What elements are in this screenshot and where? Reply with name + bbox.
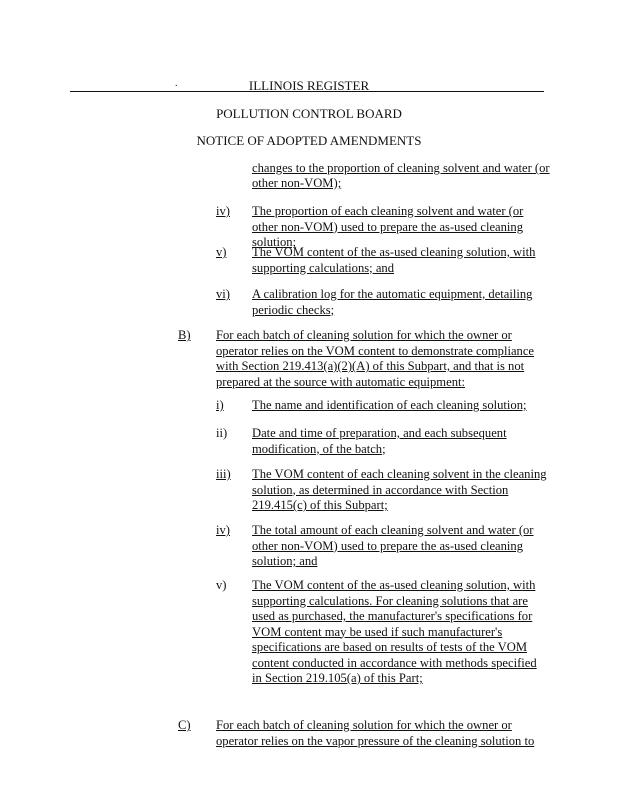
item-b-iv-text: The total amount of each cleaning solvent and water (or other non-VOM) used to prepare the as-used cleaning solution; and bbox=[252, 523, 534, 568]
item-a-vi-label: vi) bbox=[216, 287, 230, 301]
item-b-i-label: i) bbox=[216, 398, 224, 412]
item-b-iii-label: iii) bbox=[216, 467, 231, 481]
item-a-v-text: The VOM content of the as-used cleaning solution, with supporting calculations; and bbox=[252, 245, 536, 275]
item-a-iv-text: The proportion of each cleaning solvent and water (or other non-VOM) used to prepare the as-used cleaning solution; bbox=[252, 204, 524, 249]
item-b-v-label: v) bbox=[216, 578, 227, 592]
continuation-line-2: other non-VOM); bbox=[252, 176, 342, 190]
board-title: POLLUTION CONTROL BOARD bbox=[216, 106, 402, 121]
section-c-label: C) bbox=[178, 718, 191, 732]
item-b-iv-label: iv) bbox=[216, 523, 230, 537]
item-b-iii-text: The VOM content of each cleaning solvent in the cleaning solution, as determined in accordance with Section 219.415(c) of this Subpart; bbox=[252, 467, 547, 512]
section-b-label: B) bbox=[178, 328, 191, 342]
header-rule bbox=[70, 91, 544, 92]
item-a-vi-text: A calibration log for the automatic equipment, detailing periodic checks; bbox=[252, 287, 533, 317]
header-dot: . bbox=[175, 78, 178, 89]
section-b-text: For each batch of cleaning solution for which the owner or operator relies on the VOM content to demonstrate compliance with Section 219.413(a)(2)(A) of this Subpart, and that is not prepared at the source with automatic equipment: bbox=[216, 328, 535, 389]
item-b-v-text: The VOM content of the as-used cleaning solution, with supporting calculations. For cleaning solutions that are used as purchased, the manufacturer's specifications for VOM content may be used if such manufacturer's specifications are based on results of tests of the VOM content conducted in accordance with methods specified in Section 219.105(a) of this Part; bbox=[252, 578, 537, 685]
notice-title: NOTICE OF ADOPTED AMENDMENTS bbox=[196, 133, 422, 148]
item-b-i-text: The name and identification of each cleaning solution; bbox=[252, 398, 527, 412]
item-a-v-label: v) bbox=[216, 245, 227, 259]
continuation-line-1: changes to the proportion of cleaning solvent and water (or bbox=[252, 161, 550, 175]
register-title: ILLINOIS REGISTER bbox=[248, 78, 370, 93]
section-c-text: For each batch of cleaning solution for which the owner or operator relies on the vapor pressure of the cleaning solution to bbox=[216, 718, 535, 748]
item-b-ii-text: Date and time of preparation, and each subsequent modification, of the batch; bbox=[252, 426, 507, 456]
item-b-ii-label: ii) bbox=[216, 426, 228, 440]
item-a-iv-label: iv) bbox=[216, 204, 230, 218]
